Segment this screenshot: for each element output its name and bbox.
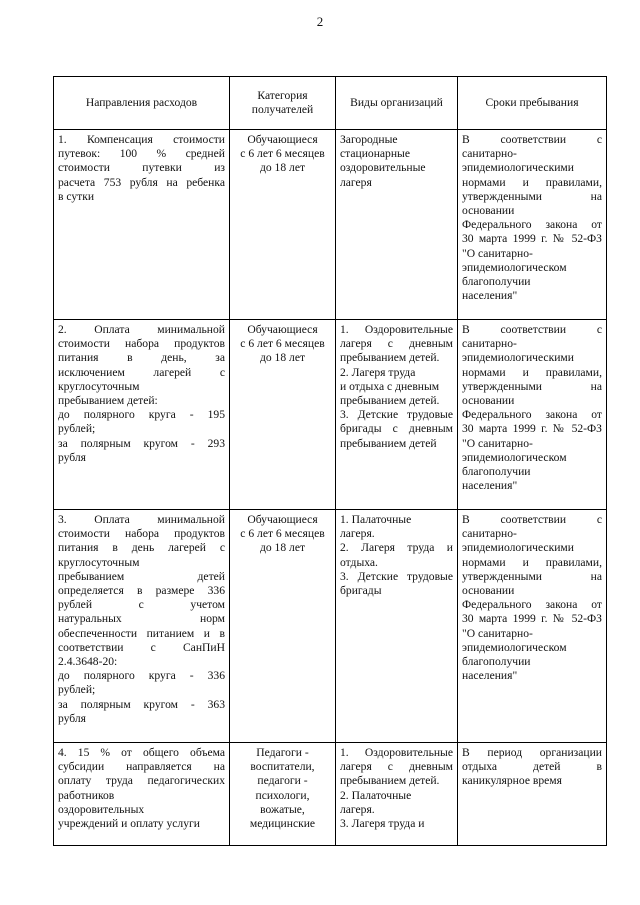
cell-line: за полярным кругом - 363	[58, 697, 225, 711]
header-duration: Сроки пребывания	[458, 77, 607, 130]
cell-line: утвержденными на	[462, 379, 602, 393]
cell-direction	[54, 510, 230, 743]
cell-line: оздоровительные	[340, 161, 426, 175]
cell-line: определяется в размере 336	[58, 584, 225, 598]
cell-line: каникулярное время	[462, 774, 562, 788]
cell-line: 3. Детские трудовые	[340, 569, 453, 583]
cell-line: эпидемиологическими	[462, 161, 574, 175]
cell-line: лагеря.	[340, 802, 375, 816]
cell-line: обеспеченности питанием и в	[58, 626, 225, 640]
cell-line: круглосуточным	[58, 555, 140, 569]
cell-line: лагеря	[340, 175, 372, 189]
cell-line: нормами и правилами,	[462, 555, 602, 569]
page-number: 2	[316, 14, 324, 29]
cell-line: до 18 лет	[259, 161, 306, 175]
cell-organizations	[336, 743, 458, 846]
cell-direction	[54, 130, 230, 320]
cell-line: 2. Лагеря труда	[340, 365, 416, 379]
table-row	[54, 130, 607, 320]
cell-line: Обучающиеся	[247, 133, 318, 146]
cell-line: оздоровительных	[58, 802, 145, 816]
cell-line: 30 марта 1999 г. № 52-ФЗ	[462, 612, 602, 626]
cell-line: с 6 лет 6 месяцев	[240, 147, 325, 161]
cell-line: до 18 лет	[259, 351, 306, 365]
table-row	[54, 320, 607, 510]
cell-line: 2.4.3648-20:	[58, 655, 118, 669]
cell-line: пребыванием детей.	[340, 774, 440, 788]
cell-line: в сутки	[58, 189, 95, 203]
cell-direction	[54, 320, 230, 510]
cell-line: соответствии с СанПиН	[58, 640, 225, 654]
cell-organizations	[336, 130, 458, 320]
cell-line: Обучающиеся	[247, 513, 318, 526]
cell-organizations	[336, 320, 458, 510]
cell-line: 3. Оплата минимальной	[58, 513, 225, 526]
cell-line: воспитатели,	[250, 760, 315, 774]
cell-line: стоимости набора продуктов	[58, 337, 225, 351]
header-recipients: Категория получателей	[230, 77, 336, 130]
cell-line: рубля	[58, 450, 87, 464]
cell-line: пребыванием детей:	[58, 394, 158, 408]
table-row	[54, 743, 607, 846]
table-row	[54, 510, 607, 743]
cell-line: 2. Лагеря труда и	[340, 541, 453, 555]
cell-line: пребыванием детей	[340, 436, 437, 450]
cell-line: основании	[462, 394, 515, 408]
cell-line: бригады	[340, 584, 382, 598]
cell-line: эпидемиологическими	[462, 541, 574, 555]
cell-line: до 18 лет	[259, 541, 306, 555]
cell-duration	[458, 510, 607, 743]
cell-duration	[458, 130, 607, 320]
cell-line: лагеря с дневным	[340, 760, 453, 774]
cell-line: Загородные	[340, 133, 398, 146]
cell-line: основании	[462, 584, 515, 598]
cell-line: бригады с дневным	[340, 422, 453, 436]
cell-line: 1. Оздоровительные	[340, 746, 453, 759]
cell-line: оплату труда педагогических	[58, 774, 225, 788]
cell-line: пребыванием детей.	[340, 351, 440, 365]
cell-line: за полярным кругом - 293	[58, 436, 225, 450]
cell-line: 1. Компенсация стоимости	[58, 133, 225, 146]
cell-line: утвержденными на	[462, 189, 602, 203]
cell-line: и отдыха с дневным	[340, 379, 440, 393]
cell-line: с 6 лет 6 месяцев	[240, 527, 325, 541]
cell-recipients	[230, 510, 336, 743]
cell-line: 1. Оздоровительные	[340, 323, 453, 336]
cell-line: стационарные	[340, 147, 410, 161]
cell-line: психологи,	[255, 788, 310, 802]
cell-line: рублей;	[58, 683, 96, 697]
cell-line: эпидемиологическом	[462, 260, 567, 274]
cell-line: благополучии	[462, 465, 531, 479]
cell-line: исключением лагерей с	[58, 365, 225, 379]
cell-line: 30 марта 1999 г. № 52-ФЗ	[462, 422, 602, 436]
cell-line: эпидемиологическими	[462, 351, 574, 365]
cell-line: эпидемиологическом	[462, 450, 567, 464]
cell-line: расчета 753 рубля на ребенка	[58, 175, 225, 189]
cell-line: 1. Палаточные	[340, 513, 412, 526]
cell-line: утвержденными на	[462, 569, 602, 583]
cell-line: круглосуточным	[58, 379, 140, 393]
cell-line: медицинские	[249, 817, 316, 831]
cell-line: санитарно-	[462, 337, 517, 351]
cell-line: отдыха детей в	[462, 760, 602, 774]
cell-line: "О санитарно-	[462, 626, 533, 640]
cell-line: 2. Палаточные	[340, 788, 412, 802]
cell-line: стоимости набора продуктов	[58, 527, 225, 541]
cell-line: путевок: 100 % средней	[58, 147, 225, 161]
cell-line: нормами и правилами,	[462, 365, 602, 379]
cell-line: питания в день лагерей с	[58, 541, 225, 555]
cell-line: санитарно-	[462, 527, 517, 541]
header-organizations: Виды организаций	[336, 77, 458, 130]
cell-line: 3. Детские трудовые	[340, 408, 453, 422]
cell-line: отдыха.	[340, 555, 378, 569]
cell-organizations	[336, 510, 458, 743]
cell-line: Федерального закона от	[462, 218, 602, 232]
cell-line: 2. Оплата минимальной	[58, 323, 225, 336]
cell-line: стоимости путевки из	[58, 161, 225, 175]
cell-line: питания в день, за	[58, 351, 225, 365]
cell-line: Федерального закона от	[462, 598, 602, 612]
header-directions: Направления расходов	[54, 77, 230, 130]
cell-duration	[458, 320, 607, 510]
cell-line: "О санитарно-	[462, 436, 533, 450]
cell-line: Педагоги -	[256, 746, 309, 759]
cell-line: нормами и правилами,	[462, 175, 602, 189]
cell-line: до полярного круга - 336	[58, 669, 225, 683]
cell-line: с 6 лет 6 месяцев	[240, 337, 325, 351]
cell-line: субсидии направляется на	[58, 760, 225, 774]
cell-line: В соответствии с	[462, 323, 602, 336]
cell-line: Федерального закона от	[462, 408, 602, 422]
cell-line: В соответствии с	[462, 133, 602, 146]
cell-line: населения"	[462, 289, 518, 303]
cell-recipients	[230, 743, 336, 846]
cell-line: В соответствии с	[462, 513, 602, 526]
cell-line: "О санитарно-	[462, 246, 533, 260]
cell-line: 4. 15 % от общего объема	[58, 746, 225, 759]
cell-line: педагоги -	[257, 774, 308, 788]
cell-line: пребыванием детей.	[340, 394, 440, 408]
cell-line: рублей с учетом	[58, 598, 225, 612]
cell-duration	[458, 743, 607, 846]
table-header-row	[54, 77, 607, 130]
cell-line: В период организации	[462, 746, 602, 759]
cell-line: пребыванием детей	[58, 569, 225, 583]
cell-line: Обучающиеся	[247, 323, 318, 336]
cell-line: лагеря.	[340, 527, 375, 541]
cell-recipients	[230, 320, 336, 510]
cell-line: благополучии	[462, 275, 531, 289]
expenses-table	[53, 76, 607, 846]
cell-direction	[54, 743, 230, 846]
cell-line: вожатые,	[260, 802, 305, 816]
cell-line: населения"	[462, 479, 518, 493]
cell-line: санитарно-	[462, 147, 517, 161]
cell-line: 3. Лагеря труда и	[340, 817, 425, 831]
cell-line: рублей;	[58, 422, 96, 436]
cell-line: работников	[58, 788, 115, 802]
cell-line: лагеря с дневным	[340, 337, 453, 351]
cell-line: эпидемиологическом	[462, 640, 567, 654]
cell-line: 30 марта 1999 г. № 52-ФЗ	[462, 232, 602, 246]
cell-line: до полярного круга - 195	[58, 408, 225, 422]
cell-line: учреждений и оплату услуги	[58, 817, 200, 831]
cell-line: благополучии	[462, 655, 531, 669]
cell-line: населения"	[462, 669, 518, 683]
cell-line: натуральных норм	[58, 612, 225, 626]
cell-line: основании	[462, 204, 515, 218]
cell-recipients	[230, 130, 336, 320]
cell-line: рубля	[58, 711, 87, 725]
